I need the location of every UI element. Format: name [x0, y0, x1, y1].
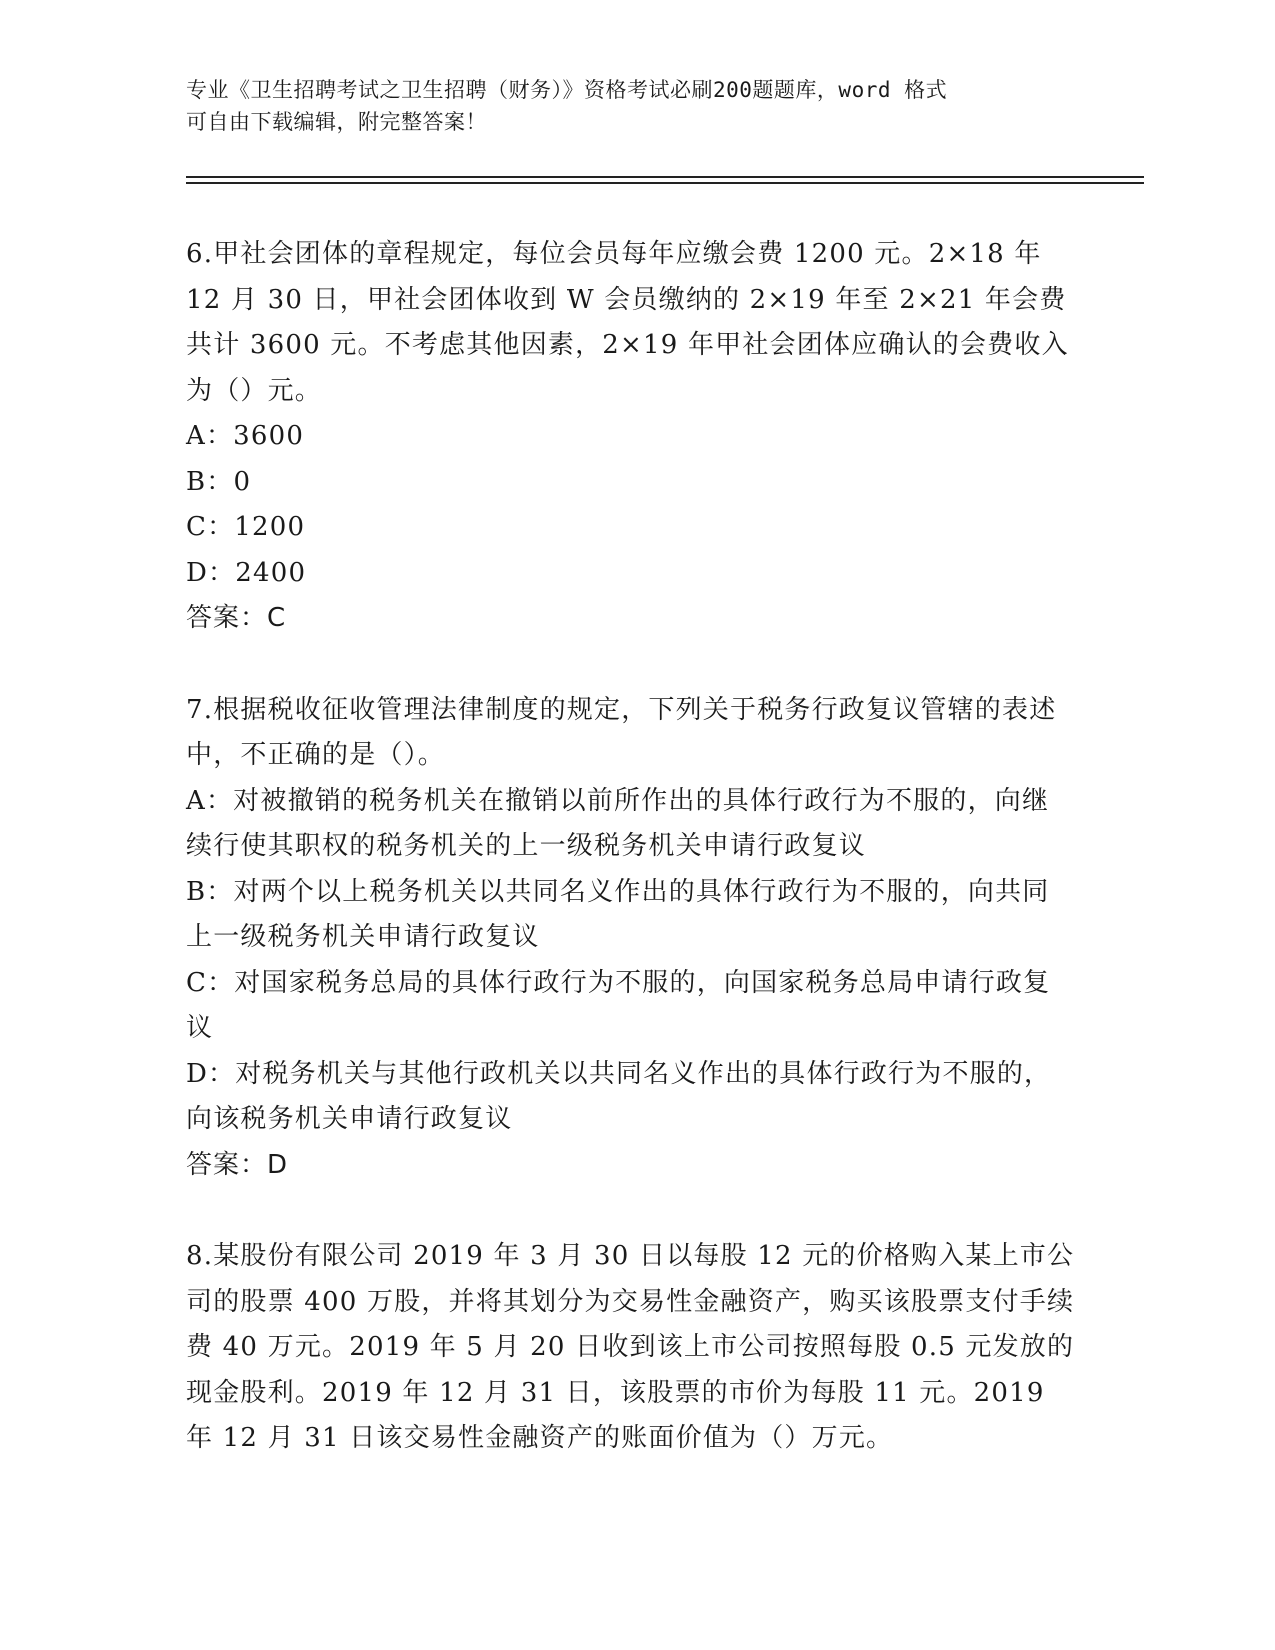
document-header	[186, 74, 1066, 138]
answer-line: 答案：C	[186, 603, 287, 633]
answer-line: 答案：D	[186, 1149, 289, 1180]
option-a: A：对被撤销的税务机关在撤销以前所作出的具体行政行为不服的，向继续行使其职权的税务机关的上一级税务机关申请行政复议	[186, 785, 1050, 861]
option-d: D：2400	[186, 557, 307, 588]
question-text: 6.甲社会团体的章程规定，每位会员每年应缴会费 1200 元。2×18 年 12 月 30 日，甲社会团体收到 W 会员缴纳的 2×19 年至 2×21 年会费共计 3600 元。不考虑其他因素，2×19 年甲社会团体应确认的会费收入为（）元。	[186, 239, 1069, 406]
question-6	[186, 232, 1076, 642]
option-b: B：0	[186, 466, 252, 497]
header-line-2: 可自由下载编辑，附完整答案！	[186, 110, 487, 134]
question-text: 7.根据税收征收管理法律制度的规定，下列关于税务行政复议管辖的表述中，不正确的是（）。	[186, 694, 1057, 770]
option-c: C：对国家税务总局的具体行政行为不服的，向国家税务总局申请行政复议	[186, 967, 1051, 1043]
header-rule-bottom	[186, 182, 1144, 184]
header-rule-top	[186, 176, 1144, 178]
option-d: D：对税务机关与其他行政机关以共同名义作出的具体行政行为不服的，向该税务机关申请行政复议	[186, 1058, 1052, 1134]
option-c: C：1200	[186, 512, 306, 542]
question-7	[186, 688, 1076, 1189]
option-b: B：对两个以上税务机关以共同名义作出的具体行政行为不服的，向共同上一级税务机关申请行政复议	[186, 876, 1050, 952]
question-8	[186, 1234, 1076, 1462]
question-list	[186, 232, 1076, 1462]
option-a: A：3600	[186, 421, 305, 451]
question-text: 8.某股份有限公司 2019 年 3 月 30 日以每股 12 元的价格购入某上市公司的股票 400 万股，并将其划分为交易性金融资产，购买该股票支付手续费 40 万元。2019 年 5 月 20 日收到该上市公司按照每股 0.5 元发放的现金股利。2019 年 12 月 31 日，该股票的市价为每股 11 元。2019 年 12 月 31 日该交易性金融资产的账面价值为（）万元。	[186, 1241, 1075, 1453]
header-line-1: 专业《卫生招聘考试之卫生招聘（财务）》资格考试必刷200题题库，word 格式	[186, 78, 948, 102]
